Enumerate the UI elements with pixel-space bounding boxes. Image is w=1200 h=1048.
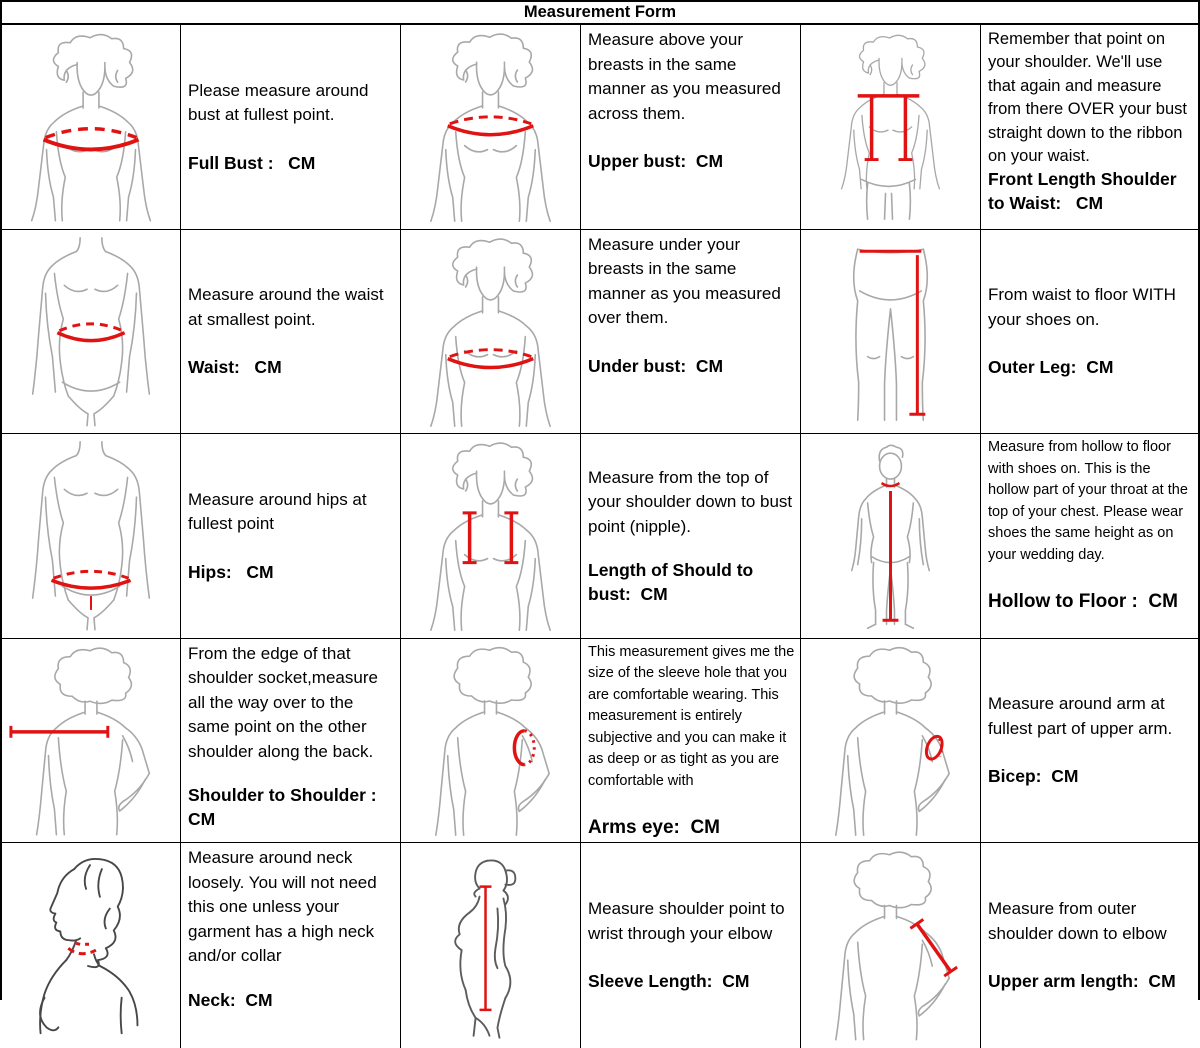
arms-eye-figure [402, 640, 579, 842]
measurement-label: Front Length Shoulder to Waist: CM [988, 169, 1182, 213]
page-title: Measurement Form [2, 2, 1198, 25]
figure-cell-shoulder-to-shoulder [2, 639, 181, 844]
figure-cell-outer-leg [801, 230, 981, 435]
text-cell-front-length [981, 25, 1198, 230]
measurement-grid [2, 25, 1198, 1048]
upper-bust-figure [402, 26, 579, 228]
measurement-label: Upper bust: CM [588, 151, 724, 171]
measurement-label: Under bust: CM [588, 355, 724, 376]
text-cell-bicep [981, 639, 1198, 844]
measurement-description: Measure around arm at fullest part of upper arm. [988, 694, 1173, 738]
measurement-label: Arms eye: CM [588, 817, 720, 838]
measurement-label: Length of Should to bust: CM [588, 560, 759, 604]
waist-figure [3, 231, 179, 433]
figure-cell-full-bust [2, 25, 181, 230]
measurement-description: Please measure around bust at fullest point. [188, 80, 369, 125]
measurement-description: Remember that point on your shoulder. We'll use that again and measure from there OVER your bust straight down to the ribbon on your waist. [988, 30, 1187, 166]
measurement-description: Measure above your breasts in the same manner as you measured across them. [588, 30, 781, 123]
text-cell-full-bust [181, 25, 401, 230]
bicep-figure [802, 640, 979, 842]
text-cell-waist [181, 230, 401, 435]
text-cell-hollow-to-floor [981, 434, 1198, 639]
measurement-description: Measure from hollow to floor with shoes on. This is the hollow part of your throat at the top of your chest. Please wear shoes the same height as on your wedding day. [988, 439, 1188, 563]
measurement-label: Shoulder to Shoulder : CM [188, 785, 382, 829]
figure-cell-hips [2, 434, 181, 639]
figure-cell-waist [2, 230, 181, 435]
sleeve-length-figure [402, 844, 579, 1047]
text-cell-outer-leg [981, 230, 1198, 435]
text-cell-upper-bust [581, 25, 801, 230]
measurement-description: Measure around hips at fullest point [188, 489, 367, 534]
text-cell-sleeve-length [581, 843, 801, 1048]
measurement-description: Measure shoulder point to wrist through your elbow [588, 899, 785, 943]
figure-cell-arms-eye [401, 639, 581, 844]
figure-cell-under-bust [401, 230, 581, 435]
figure-cell-upper-arm-length [801, 843, 981, 1048]
shoulder-to-bust-figure [402, 435, 579, 637]
measurement-description: Measure under your breasts in the same manner as you measured over them. [588, 234, 781, 327]
measurement-description: Measure from the top of your shoulder down to bust point (nipple). [588, 467, 793, 536]
hollow-to-floor-figure [802, 435, 979, 637]
figure-cell-upper-bust [401, 25, 581, 230]
measurement-label: Neck: CM [188, 989, 273, 1010]
shoulder-to-shoulder-figure [3, 640, 179, 842]
measurement-label: Full Bust : CM [188, 152, 316, 173]
figure-cell-sleeve-length [401, 843, 581, 1048]
text-cell-under-bust [581, 230, 801, 435]
neck-figure [3, 844, 179, 1047]
text-cell-hips [181, 434, 401, 639]
text-cell-upper-arm-length [981, 843, 1198, 1048]
measurement-label: Hollow to Floor : CM [988, 591, 1178, 612]
upper-arm-length-figure [802, 844, 979, 1047]
figure-cell-hollow-to-floor [801, 434, 981, 639]
measurement-description: This measurement gives me the size of the sleeve hole that you are comfortable wearing. This measurement is entirely subjective and you can make it as deep or as tight as you are comfortable with [588, 643, 795, 789]
figure-cell-bicep [801, 639, 981, 844]
text-cell-neck [181, 843, 401, 1048]
front-length-shoulder-to-waist-figure [802, 26, 979, 228]
measurement-description: Measure around neck loosely. You will not need this one unless your garment has a high neck and/or collar [188, 848, 377, 965]
text-cell-arms-eye [581, 639, 801, 844]
measurement-description: Measure around the waist at smallest point. [188, 285, 384, 329]
measurement-label: Waist: CM [188, 357, 282, 378]
full-bust-figure [3, 26, 179, 228]
measurement-description: From the edge of that shoulder socket,measure all the way over to the same point on the other shoulder along the back. [188, 643, 378, 761]
measurement-label: Sleeve Length: CM [588, 971, 750, 992]
measurement-label: Outer Leg: CM [988, 357, 1114, 378]
text-cell-shoulder-to-shoulder [181, 639, 401, 844]
figure-cell-shoulder-to-bust [401, 434, 581, 639]
measurement-description: Measure from outer shoulder down to elbow [988, 899, 1167, 943]
measurement-label: Upper arm length: CM [988, 971, 1176, 992]
measurement-label: Bicep: CM [988, 766, 1079, 787]
under-bust-figure [402, 231, 579, 433]
text-cell-shoulder-to-bust [581, 434, 801, 639]
hips-figure [3, 435, 179, 637]
figure-cell-front-length [801, 25, 981, 230]
measurement-description: From waist to floor WITH your shoes on. [988, 285, 1176, 329]
figure-cell-neck [2, 843, 181, 1048]
outer-leg-figure [802, 231, 979, 433]
measurement-label: Hips: CM [188, 561, 274, 582]
